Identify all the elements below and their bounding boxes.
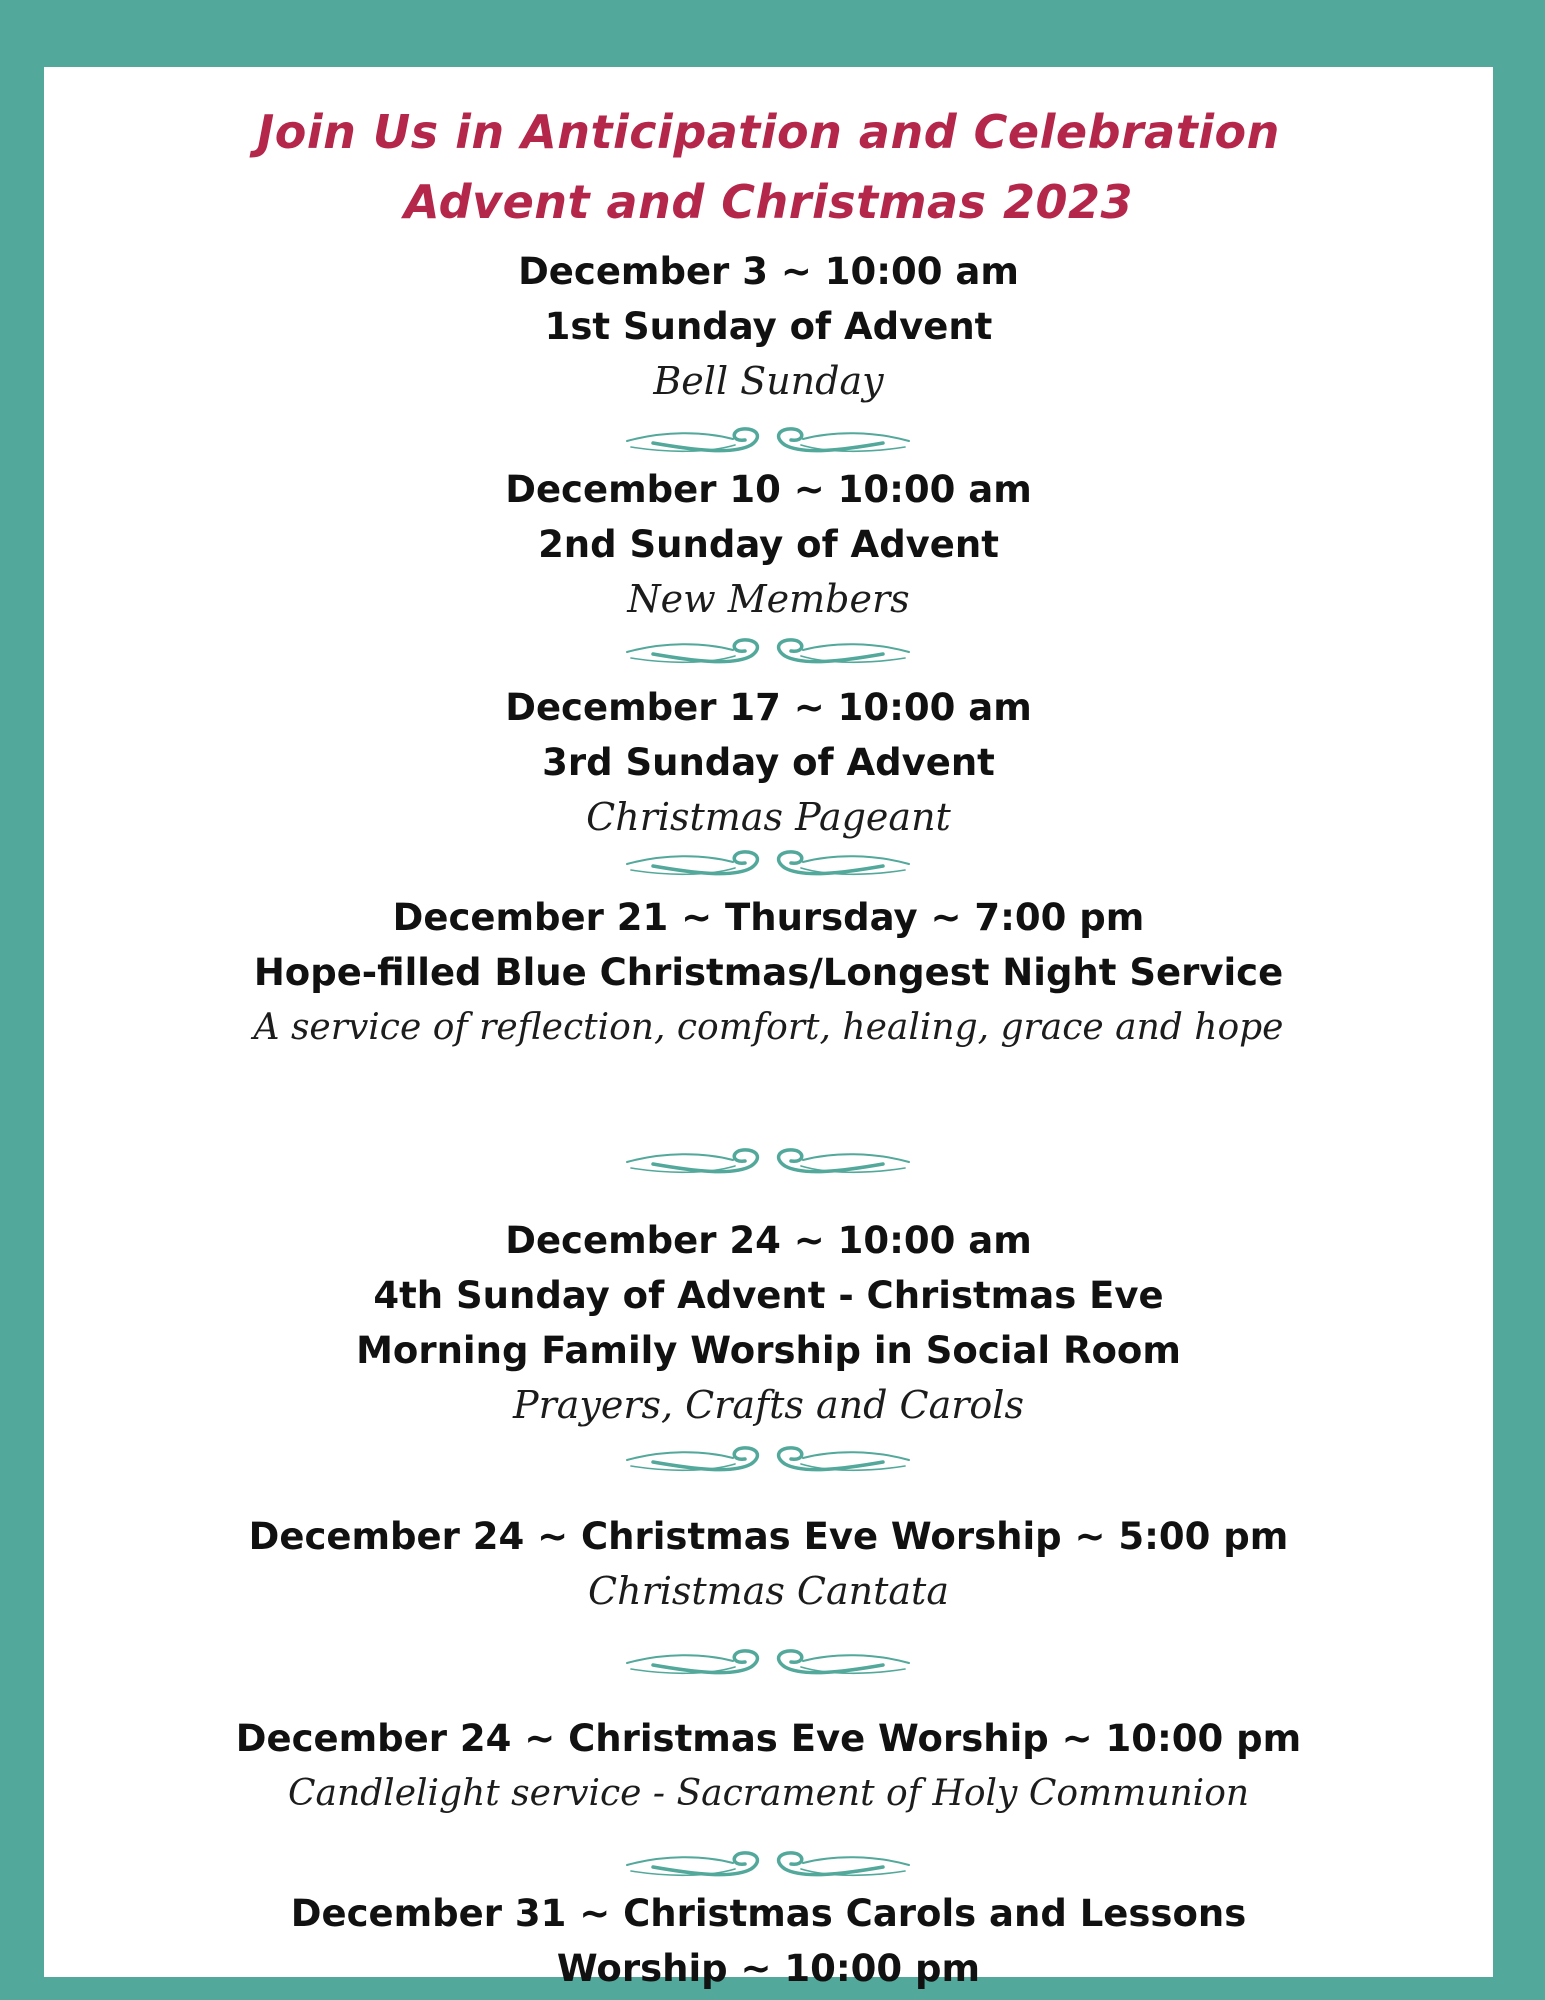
event-date: December 3 ~ 10:00 am [518, 250, 1019, 293]
event-date: December 24 ~ Christmas Eve Worship ~ 5:00 pm [248, 1515, 1289, 1558]
event-dec-24-evening [44, 1509, 1493, 1619]
title-line-2: Advent and Christmas 2023 [403, 175, 1133, 229]
event-date: December 24 ~ 10:00 am [505, 1219, 1032, 1262]
event-note: Christmas Pageant [586, 795, 951, 839]
title-line-1: Join Us in Anticipation and Celebration [257, 105, 1280, 159]
event-name: 4th Sunday of Advent - Christmas Eve [373, 1274, 1164, 1317]
event-note: A service of reflection, comfort, healing, grace and hope [253, 1007, 1284, 1048]
event-dec-10 [44, 462, 1493, 627]
event-dec-24-night [44, 1711, 1493, 1821]
event-name-2: Morning Family Worship in Social Room [356, 1329, 1181, 1372]
scroll-divider-icon [623, 1645, 913, 1685]
event-name: 1st Sunday of Advent [544, 305, 993, 348]
event-dec-17 [44, 680, 1493, 845]
event-note: Candlelight service - Sacrament of Holy Communion [287, 1773, 1250, 1814]
event-name: Worship ~ 10:00 pm [556, 1947, 981, 1990]
event-dec-21 [44, 890, 1493, 1055]
event-name: Hope-filled Blue Christmas/Longest Night Service [253, 951, 1284, 994]
flyer-page [44, 67, 1493, 1990]
event-note: Prayers, Crafts and Carols [513, 1383, 1024, 1427]
event-date: December 21 ~ Thursday ~ 7:00 pm [392, 896, 1145, 939]
event-dec-24-morning [44, 1213, 1493, 1433]
event-name: 2nd Sunday of Advent [538, 523, 999, 566]
scroll-divider-icon [623, 634, 913, 674]
scroll-divider-icon [623, 1847, 913, 1887]
event-date: December 10 ~ 10:00 am [505, 468, 1032, 511]
event-date: December 31 ~ Christmas Carols and Lessons [290, 1892, 1247, 1935]
event-dec-31 [44, 1886, 1493, 1996]
event-note: Bell Sunday [653, 359, 884, 403]
page-title [44, 97, 1493, 237]
event-note: Christmas Cantata [588, 1569, 949, 1613]
scroll-divider-icon [623, 423, 913, 463]
event-date: December 24 ~ Christmas Eve Worship ~ 10:00 pm [235, 1717, 1302, 1760]
scroll-divider-icon [623, 1144, 913, 1184]
event-dec-3 [44, 244, 1493, 409]
event-note: New Members [627, 577, 910, 621]
event-date: December 17 ~ 10:00 am [505, 686, 1032, 729]
scroll-divider-icon [623, 846, 913, 886]
scroll-divider-icon [623, 1442, 913, 1482]
event-name: 3rd Sunday of Advent [542, 741, 995, 784]
